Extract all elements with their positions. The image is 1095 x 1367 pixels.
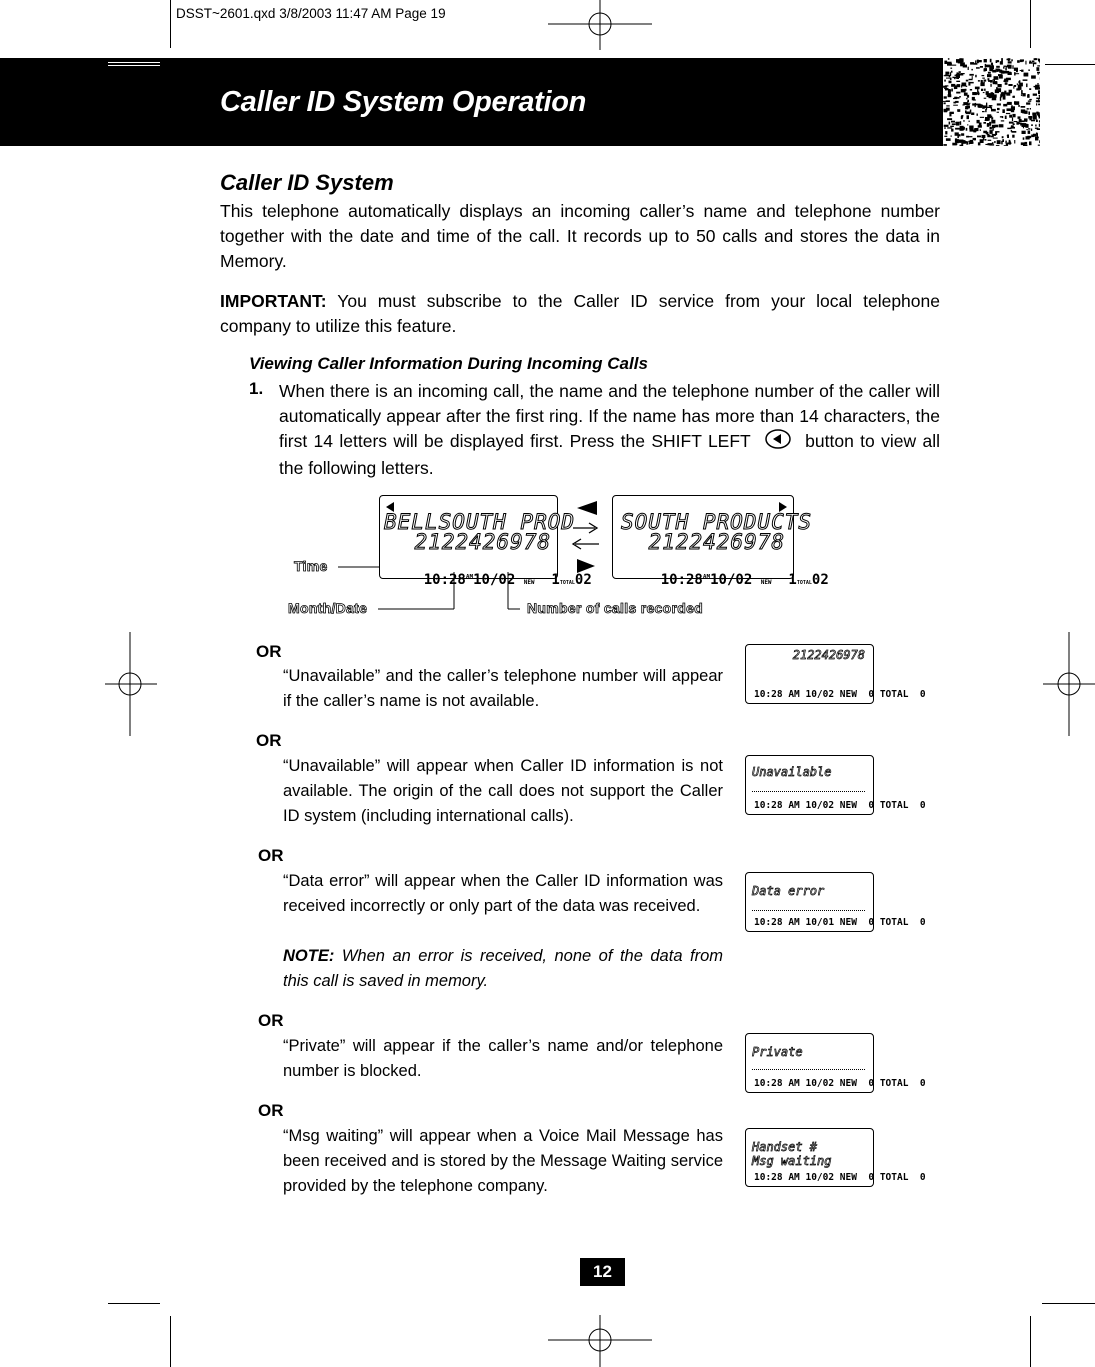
registration-mark-icon: [105, 632, 157, 736]
note-label: NOTE:: [283, 947, 335, 965]
alt-private-text: “Private” will appear if the caller’s name and/or telephone number is blocked.: [283, 1037, 723, 1080]
registration-mark-icon: [548, 0, 652, 50]
lcd1-ampm: AM: [465, 573, 474, 581]
step-text-a: When there is an incoming call, the name and the telephone number of the caller will automatically appear after the first ring. If the name has more than 14 characters, the first 14 letters will be displayed first. Press the SHIFT LEFT: [279, 381, 940, 452]
lcd-mini-3-top: Data error: [752, 884, 825, 898]
lcd2-total: 02: [811, 572, 829, 588]
or-label: OR: [256, 642, 282, 661]
crop-mark: [1042, 1303, 1095, 1304]
crop-mark: [108, 1303, 160, 1304]
label-month-date: Month/Date: [288, 600, 368, 616]
or-label: OR: [258, 1101, 284, 1120]
lcd-mini-4: [745, 1033, 926, 1093]
or-label: OR: [258, 846, 284, 865]
alt-data-error-note: [283, 944, 723, 994]
lcd-mini-5-top2: Msg waiting: [752, 1154, 832, 1168]
lcd1-name: BELLSOUTH PROD: [384, 510, 576, 534]
step-text: [279, 379, 940, 481]
crop-mark: [170, 1316, 171, 1367]
registration-mark-icon: [1043, 632, 1095, 736]
lcd2-total-label: TOTAL: [796, 580, 812, 586]
important-text: You must subscribe to the Caller ID service from your local telephone company to utilize this feature.: [220, 291, 940, 336]
crop-mark: [170, 0, 171, 48]
lcd-mini-5: [745, 1128, 926, 1187]
alt-data-error-text: “Data error” will appear when the Caller ID information was received incorrectly or only part of the data was received.: [283, 872, 723, 915]
or-label: OR: [256, 731, 282, 750]
lcd-mini-3: [745, 872, 926, 932]
crop-mark: [1030, 0, 1031, 48]
lcd2-date: 10/02: [710, 572, 753, 588]
alt-unavailable-text: “Unavailable” will appear when Caller ID information is not available. The origin of the call does not support the Caller ID system (including international calls).: [283, 757, 723, 825]
lcd-mini-2-bottom: 10:28 AM 10/02 NEW 0 TOTAL 0: [754, 800, 926, 811]
note-text: When an error is received, none of the data from this call is saved in memory.: [283, 947, 723, 990]
lcd-mini-5-bottom: 10:28 AM 10/02 NEW 0 TOTAL 0: [754, 1172, 926, 1183]
alt-unavailable-number-text: “Unavailable” and the caller’s telephone number will appear if the caller’s name is not available.: [283, 667, 723, 710]
lcd1-count: 1: [551, 572, 560, 588]
lcd1-total-label: TOTAL: [559, 580, 575, 586]
step-number: 1.: [249, 379, 264, 398]
step-text-b: button to view all the following letters.: [279, 431, 940, 478]
file-slug: DSST~2601.qxd 3/8/2003 11:47 AM Page 19: [176, 6, 446, 21]
label-number-of-calls: Number of calls recorded: [527, 600, 704, 616]
lcd-mini-4-bottom: 10:28 AM 10/02 NEW 0 TOTAL 0: [754, 1078, 926, 1089]
alt-msg-waiting-text: “Msg waiting” will appear when a Voice Mail Message has been received and is stored by the Message Waiting service provided by the telephone company.: [283, 1127, 723, 1195]
registration-mark-icon: [548, 1315, 652, 1367]
or-label: OR: [258, 1011, 284, 1030]
lcd-mini-3-bottom: 10:28 AM 10/01 NEW 0 TOTAL 0: [754, 917, 926, 928]
page-title: Caller ID System Operation: [220, 86, 587, 118]
important-label: IMPORTANT:: [220, 291, 327, 311]
important-paragraph: [220, 289, 940, 339]
shift-left-button-icon: [765, 429, 791, 456]
lcd1-number: 2122426978: [414, 530, 551, 554]
lcd2-number: 2122426978: [648, 530, 785, 554]
lcd-mini-4-top: Private: [752, 1045, 803, 1059]
lcd-mini-1: [745, 644, 926, 704]
lcd-mini-1-top: 2122426978: [792, 648, 865, 662]
lcd2-count: 1: [788, 572, 797, 588]
lcd1-date: 10/02: [473, 572, 516, 588]
lcd1-new: NEW: [523, 579, 535, 586]
lcd2-time: 10:28: [660, 572, 703, 588]
lcd2-ampm: AM: [702, 573, 711, 581]
texture-pattern-icon: [943, 58, 1040, 146]
lcd1-total: 02: [574, 572, 592, 588]
lcd-mini-2: [745, 755, 926, 815]
crop-mark: [1030, 1316, 1031, 1367]
page-number: 12: [580, 1258, 625, 1286]
viewing-title: Viewing Caller Information During Incoming Calls: [249, 354, 648, 373]
lcd2-new: NEW: [760, 579, 772, 586]
lcd2-name: SOUTH PRODUCTS: [621, 510, 813, 534]
lcd-mini-2-top: Unavailable: [752, 765, 832, 779]
lcd-mini-5-top: Handset #: [752, 1140, 818, 1154]
intro-paragraph: This telephone automatically displays an incoming caller’s name and telephone number together with the date and time of the call. It records up to 50 calls and stores the data in Memory.: [220, 201, 940, 271]
label-time: Time: [294, 558, 328, 574]
section-title: Caller ID System: [220, 170, 394, 195]
crop-mark: [1045, 64, 1095, 65]
lcd1-time: 10:28: [423, 572, 466, 588]
lcd-mini-1-bottom: 10:28 AM 10/02 NEW 0 TOTAL 0: [754, 689, 926, 700]
